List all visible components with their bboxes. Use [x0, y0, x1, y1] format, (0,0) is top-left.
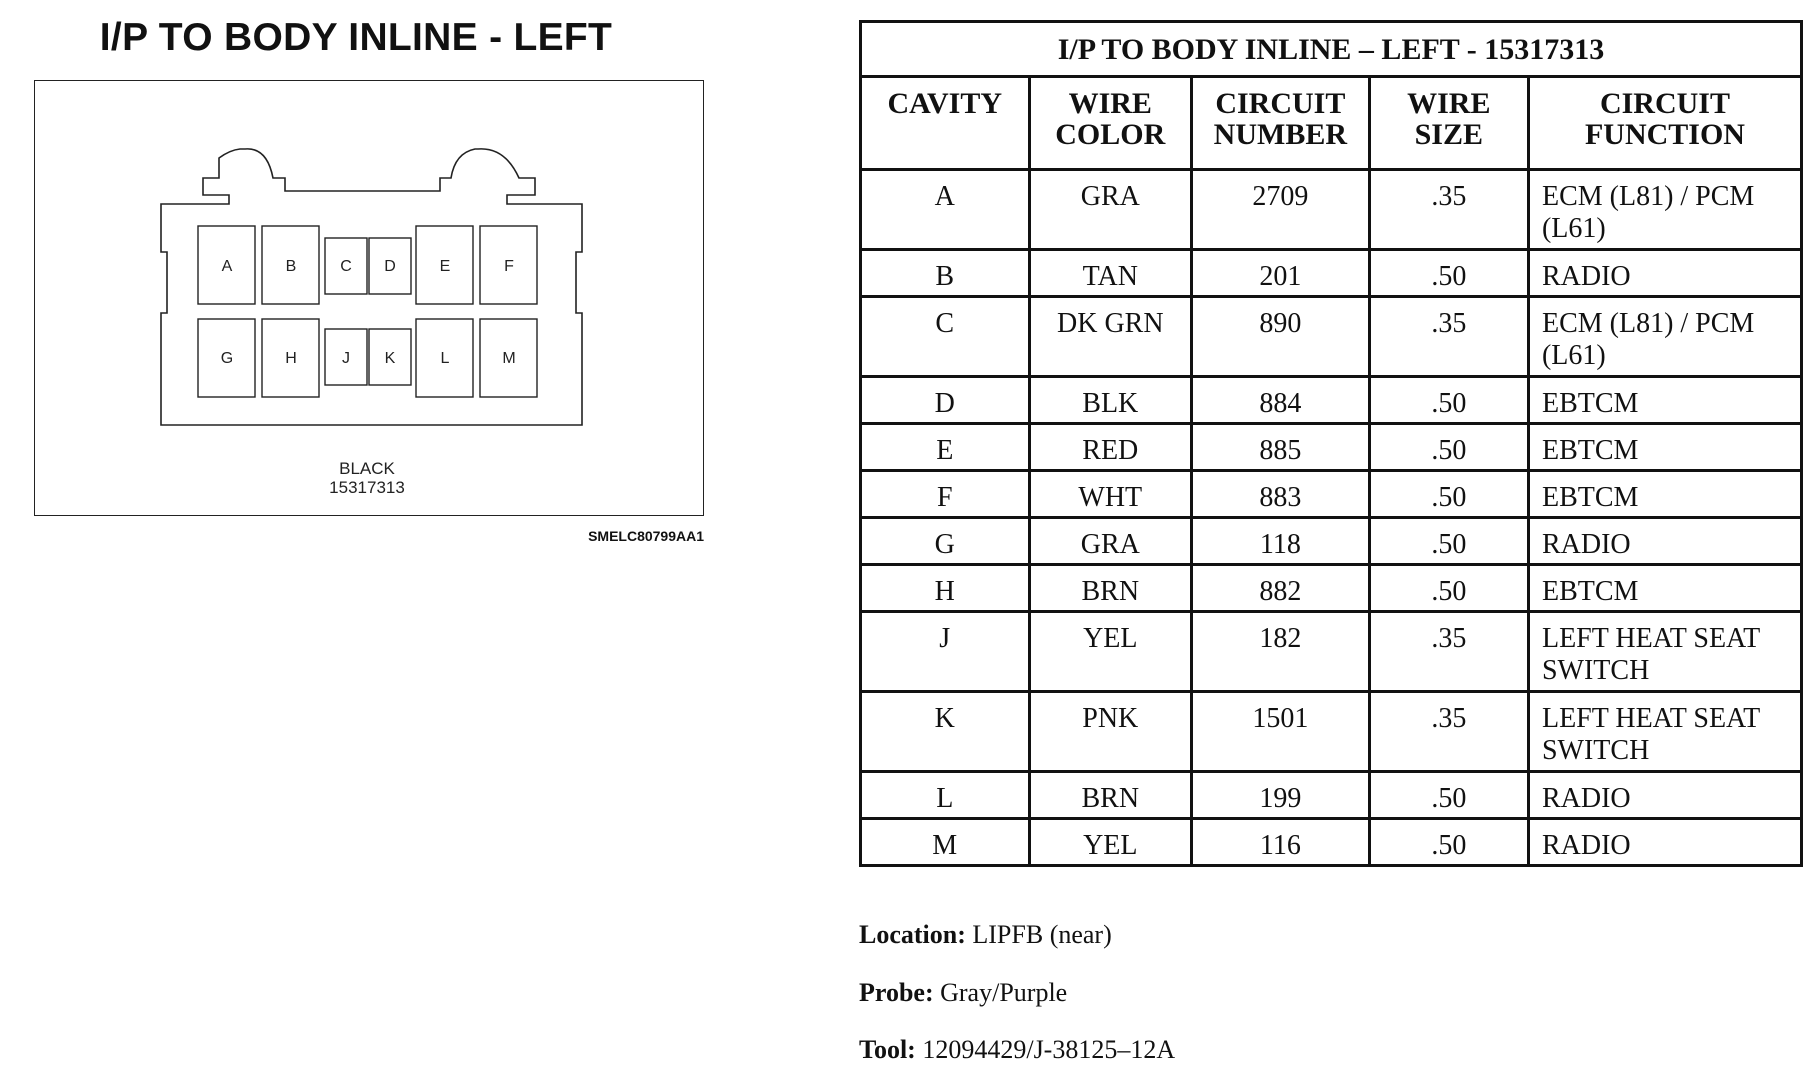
circuit-number-cell: 882 — [1192, 565, 1370, 612]
circuit-function-cell: EBTCM — [1528, 565, 1801, 612]
cavity-cell: G — [861, 518, 1030, 565]
cavity-label-L: L — [440, 350, 450, 367]
circuit-function-cell: LEFT HEAT SEAT SWITCH — [1528, 612, 1801, 692]
cavity-label-F: F — [504, 258, 514, 275]
cavity-label-D: D — [384, 258, 396, 275]
wire-color-cell: GRA — [1029, 170, 1192, 250]
header-circuit-number-line1: CIRCUIT — [1215, 87, 1346, 120]
wire-size-cell: .50 — [1369, 772, 1528, 819]
circuit-function-cell: ECM (L81) / PCM (L61) — [1528, 170, 1801, 250]
circuit-function-cell: LEFT HEAT SEAT SWITCH — [1528, 692, 1801, 772]
wire-color-cell: PNK — [1029, 692, 1192, 772]
wire-color-cell: BRN — [1029, 565, 1192, 612]
header-circuit-number-line2: NUMBER — [1213, 118, 1348, 151]
wire-size-cell: .50 — [1369, 565, 1528, 612]
diagram-title: I/P TO BODY INLINE - LEFT — [99, 16, 613, 59]
table-row — [861, 471, 1802, 518]
cavity-cell: E — [861, 424, 1030, 471]
table-title-row — [861, 22, 1802, 77]
header-circuit-function — [1528, 77, 1801, 170]
header-circuit-function-line2: FUNCTION — [1584, 118, 1745, 151]
connector-face-drawing — [35, 81, 702, 514]
cavity-label-M: M — [502, 350, 516, 367]
cavity-label-E: E — [439, 258, 451, 275]
table-row — [861, 565, 1802, 612]
table-header-row — [861, 77, 1802, 170]
table-row — [861, 297, 1802, 377]
circuit-function-cell: ECM (L81) / PCM (L61) — [1528, 297, 1801, 377]
cavity-boxes — [198, 226, 537, 397]
wire-size-cell: .50 — [1369, 471, 1528, 518]
cavity-cell: F — [861, 471, 1030, 518]
wire-size-cell: .50 — [1369, 250, 1528, 297]
wire-size-cell: .35 — [1369, 692, 1528, 772]
circuit-function-cell: EBTCM — [1528, 377, 1801, 424]
header-wire-size-line2: SIZE — [1414, 118, 1483, 151]
cavity-cell: H — [861, 565, 1030, 612]
table-title: I/P TO BODY INLINE – LEFT - 15317313 — [861, 22, 1802, 77]
wire-color-cell: BLK — [1029, 377, 1192, 424]
location-note — [859, 920, 1112, 950]
tool-label: Tool: — [859, 1035, 916, 1064]
tool-note — [859, 1035, 1175, 1065]
circuit-number-cell: 118 — [1192, 518, 1370, 565]
probe-label: Probe: — [859, 978, 934, 1007]
circuit-function-cell: RADIO — [1528, 518, 1801, 565]
wire-size-cell: .50 — [1369, 424, 1528, 471]
circuit-function-cell: EBTCM — [1528, 424, 1801, 471]
probe-note — [859, 978, 1067, 1008]
table-row — [861, 772, 1802, 819]
circuit-number-cell: 883 — [1192, 471, 1370, 518]
figure-code: SMELC80799AA1 — [588, 528, 704, 544]
header-wire-size-line1: WIRE — [1407, 87, 1491, 120]
location-value: LIPFB (near) — [972, 920, 1112, 949]
circuit-number-cell: 199 — [1192, 772, 1370, 819]
wire-color-cell: YEL — [1029, 612, 1192, 692]
cavity-cell: B — [861, 250, 1030, 297]
cavity-cell: A — [861, 170, 1030, 250]
table-row — [861, 612, 1802, 692]
connector-part-number: 15317313 — [329, 478, 405, 497]
table-row — [861, 424, 1802, 471]
table-row — [861, 692, 1802, 772]
table-row — [861, 518, 1802, 565]
circuit-number-cell: 890 — [1192, 297, 1370, 377]
header-wire-size — [1369, 77, 1528, 170]
connector-diagram — [34, 80, 704, 516]
cavity-cell: K — [861, 692, 1030, 772]
header-wire-color-line2: COLOR — [1055, 118, 1166, 151]
pinout-table — [859, 20, 1803, 867]
cavity-label-C: C — [340, 258, 352, 275]
wire-color-cell: BRN — [1029, 772, 1192, 819]
header-cavity-label: CAVITY — [887, 87, 1002, 120]
table-row — [861, 377, 1802, 424]
cavity-cell: D — [861, 377, 1030, 424]
wire-size-cell: .35 — [1369, 170, 1528, 250]
probe-value: Gray/Purple — [940, 978, 1068, 1007]
header-circuit-function-line1: CIRCUIT — [1599, 87, 1730, 120]
wire-size-cell: .35 — [1369, 612, 1528, 692]
circuit-function-cell: RADIO — [1528, 250, 1801, 297]
cavity-label-H: H — [285, 350, 297, 367]
cavity-label-A: A — [221, 258, 233, 275]
circuit-number-cell: 182 — [1192, 612, 1370, 692]
location-label: Location: — [859, 920, 966, 949]
wire-color-cell: DK GRN — [1029, 297, 1192, 377]
wire-color-cell: YEL — [1029, 819, 1192, 866]
circuit-function-cell: RADIO — [1528, 819, 1801, 866]
wire-color-cell: TAN — [1029, 250, 1192, 297]
connector-color-label: BLACK — [339, 459, 395, 478]
cavity-label-J: J — [342, 350, 350, 367]
cavity-cell: L — [861, 772, 1030, 819]
wire-color-cell: WHT — [1029, 471, 1192, 518]
table-row — [861, 170, 1802, 250]
wire-color-cell: RED — [1029, 424, 1192, 471]
cavity-cell: J — [861, 612, 1030, 692]
connector-housing-outline — [161, 149, 582, 425]
circuit-number-cell: 1501 — [1192, 692, 1370, 772]
wire-size-cell: .50 — [1369, 518, 1528, 565]
header-cavity — [861, 77, 1030, 170]
circuit-number-cell: 201 — [1192, 250, 1370, 297]
tool-value: 12094429/J-38125–12A — [922, 1035, 1176, 1064]
wire-color-cell: GRA — [1029, 518, 1192, 565]
circuit-number-cell: 116 — [1192, 819, 1370, 866]
circuit-function-cell: EBTCM — [1528, 471, 1801, 518]
header-circuit-number — [1192, 77, 1370, 170]
wire-size-cell: .50 — [1369, 377, 1528, 424]
header-wire-color-line1: WIRE — [1068, 87, 1152, 120]
wire-size-cell: .35 — [1369, 297, 1528, 377]
cavity-label-K: K — [384, 350, 396, 367]
circuit-number-cell: 885 — [1192, 424, 1370, 471]
cavity-cell: M — [861, 819, 1030, 866]
cavity-label-B: B — [285, 258, 297, 275]
header-wire-color — [1029, 77, 1192, 170]
table-row — [861, 819, 1802, 866]
circuit-function-cell: RADIO — [1528, 772, 1801, 819]
circuit-number-cell: 884 — [1192, 377, 1370, 424]
cavity-label-G: G — [220, 350, 234, 367]
cavity-cell: C — [861, 297, 1030, 377]
table-row — [861, 250, 1802, 297]
circuit-number-cell: 2709 — [1192, 170, 1370, 250]
wire-size-cell: .50 — [1369, 819, 1528, 866]
